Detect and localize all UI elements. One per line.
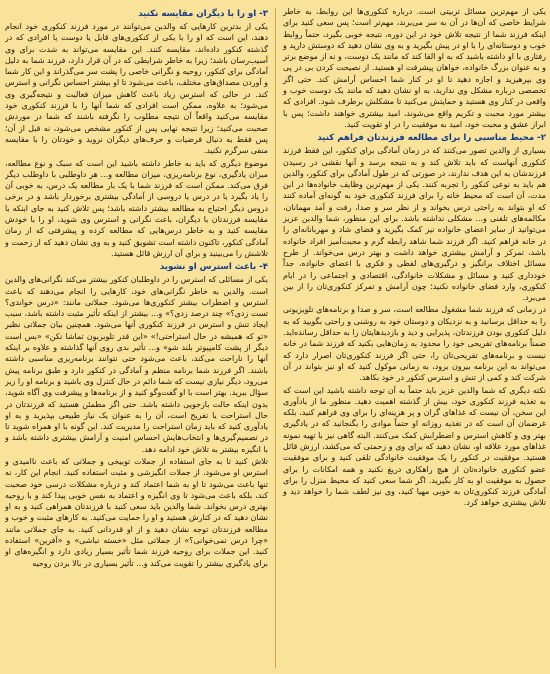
- section2-paragraph-2: در زمانی که فرزند شما مشغول مطالعه است، سر و صدا و برنامه‌های تلویزیونی را به حداقل برسانید و به نزدیکان و دوستان خود به روشنی و راحتی بگویید که به دلیل کنکوری بودن فرزندتان، پذیرایی و دید و بازدیدهایتان را به حداقل رسانده‌اید. ضمناً برنامه‌های تفریحی خود را محدود به زمان‌هایی بکنید که فرزند شما در خانه نیست و برنامه‌های تفریحی‌تان را، حتی اگر فرزند کنکوری‌تان اصرار دارد که می‌تواند به این برنامه بیرون برود، به زمانی موکول کنید که او نیز بتواند در آن شرکت کند و کمی از تنش و استرس کنکور در خود بکاهد.: [283, 305, 546, 383]
- section2-paragraph-1: بسیاری از والدین تصور می‌کنند که در زمان آمادگی برای کنکور، این فقط فرزند کنکوری آنهاست که باید تلاش کند و به نتیجه برسد و آنها نقشی در رسیدن فرزندشان به این هدف ندارند، در صورتی که در طول آمادگی برای کنکور، والدین هم باید به نوعی کنکور را تجربه کنند. یکی از مهم‌ترین وظایف خانواده‌ها در این مدت، آن است که محیط خانه را برای فرزند کنکوری خود به گونه‌ای آماده کنند که او بتواند به راحتی درس بخواند و از نظر سر و صدا، رفت و آمد مهمانان، مکالمه‌های تلفنی و... مشکلی نداشته باشد. برای این منظور، شما والدین عزیز می‌توانید از سایر اعضای خانواده نیز کمک بگیرید و فضای شاد و مهربانانه‌ای را در خانه فراهم کنید. اگر فرزند شما شاهد رابطه گرم و محبت‌آمیز افراد خانواده باشد، تمرکز و آرامش بیشتری خواهد داشت و بهتر درس می‌خواند. از طرح مسائل اختلاف برانگیز و درگیری‌های لفظی و فکری با اعضای خانواده، جداً خودداری کنید و مسائل و مشکلات خانوادگی، اقتصادی و اجتماعی را در ایام کنکوری، وارد فضای خانواده نکنید؛ چون آرامش و تمرکز کنکوری‌تان را از بین می‌برد.: [283, 146, 546, 303]
- section4-heading: ۴- باعث استرس او نشوید: [159, 262, 268, 273]
- section2-paragraph-3: نکته دیگری که شما والدین عزیز باید حتماً به آن توجه داشته باشید این است که به تغذیه فرزند کنکوری خود، بیش از گذشته اهمیت دهید. منظور ما از یادآوری این سخن، آن نیست که غذاهای گران و پر هزینه‌ای را برای وی فراهم کنید، بلکه غرضمان آن است که در تغذیه روزانه او حتماً موادی را بگنجانید که در یادگیری بهتر وی و کاهش استرس و اضطرابش کمک می‌کنند. البته گاهی نیز با تهیه نمونه غذاهای مورد علاقه او، نشان دهید که برای وی و زحمتی که می‌کشد، ارزش قائل هستید. موفقیت در کنکور را یک موفقیت خانوادگی تلقی کنید و برای موفقیت عضو کنکوری خانواده‌تان از هیچ راهکاری دریغ نکنید و همه امکانات را برای حصول به موفقیت او به کار بگیرید. اگر شما سعی کنید که محیط منزل را برای آمادگی فرزند کنکوری‌تان به خوبی مهیا کنید، وی نیز لطف شما را خواهد دید و تلاش بیشتری خواهد کرد.: [283, 385, 546, 508]
- right-column: [278, 6, 546, 674]
- section2-heading: ۲- محیط مناسبی را برای مطالعه فرزندتان فراهم کنید: [317, 133, 546, 144]
- section3-paragraph-2: موضوع دیگری که باید به خاطر داشته باشید این است که سبک و نوع مطالعه، میزان یادگیری، نوع برنامه‌ریزی، میزان مطالعه و... هر داوطلبی با داوطلب دیگر فرق می‌کند. ممکن است که فرزند شما با یک بار مطالعه یک درس، به خوبی آن را یاد بگیرد یا در درس یا دروسی از آمادگی بیشتری برخوردار باشد و در برخی دروس دیگر احتیاج به مطالعه بیشتر داشته باشد؛ پس تلاش کنید به جای اینکه با مقایسه فرزندتان با دیگران، باعث نگرانی و استرس وی شوید، او را با خودش مقایسه کنید و به خاطر درس‌هایی که مطالعه کرده و پیشرفتی که از زمان آمادگی کنکور، تاکنون داشته است تشویق کنید و به وی نشان دهید که از زحمت و تلاشش را می‌بینید و برای آن ارزش قائل هستید.: [5, 158, 268, 258]
- section4-paragraph-1: یکی از مسائلی که استرس را در داوطلبان کنکور بیشتر می‌کند نگرانی‌های والدین است. والدین به خاطر نگرانی‌های خود، کارهایی را انجام می‌دهند که باعث استرس و اضطراب بیشتر کنکوری‌ها می‌شود. جملاتی مانند: «درس خواندی؟ تست زدی؟» چند درصد زدی؟» و... بیشتر از اینکه تأثیر مثبت داشته باشد، سبب ایجاد تنش و استرس در فرزند کنکوری آنها می‌شود. همچنین بیان جملاتی نظیر «تو که همیشه در حال استراحتی!» «این قدر تلویزیون تماشا نکن» «بس است دیگر از پشت کامپیوتر بلند شو» و... تأثیر بدی روی آنها گذاشته و علاوه بر اینکه آنها را ناراحت می‌کند، باعث می‌شود حتی نتوانند برنامه‌ریزی مناسبی داشته باشند. اگر فرزند شما برنامه منظم و آمادگی در کنکور دارد و طبق برنامه پیش می‌رود، دیگر نیازی نیست که شما دائم در حال کنترل وی باشید و برنامه او را زیر سؤال ببرید. بهتر است با او گفت‌وگو کنید و از برنامه‌ها و پیشرفت وی آگاه شوید، بدون اینکه حالت بازجویی داشته باشد. حتی اگر مطمئن هستید که فرزندتان در حال استراحت یا تفریح است، آن را به عنوان یک نیاز طبیعی بپذیرید و به او یادآوری کنید که باید زمان استراحت را مدیریت کند. این گونه با او همراه شوید تا در تصمیم‌گیری‌ها و انتخاب‌هایش احساس امنیت و آرامش بیشتری داشته باشد و با انگیزه بیشتر به تلاش خود ادامه دهد.: [5, 275, 268, 454]
- section3-heading: ۳- او را با دیگران مقایسه نکنید: [138, 9, 268, 19]
- magazine-page: [4, 6, 546, 674]
- left-column: [5, 6, 273, 674]
- intro-paragraph: یکی از مهم‌ترین مسائل تربیتی است. درباره کنکوری‌ها این روابط، به خاطر شرایط خاصی که آن‌ها در آن به سر می‌برند، مهم‌تر است؛ پس سعی کنید برای اینکه فرزند شما از نتیجه تلاش خود در این دوره، نتیجه خوبی بگیرد، حتماً روابط خوب و دوستانه‌ای را با او در پیش بگیرید و به وی نشان دهید که دوستش دارید و رفتاری با او داشته باشید که به او القا کند که مانند یک دوست، و نه از موضع برتر و به عنوان بزرگ خانواده، خواهان پیشرفت او هستید. از نصیحت کردن بی در پی وی بپرهیزید و اجازه دهید تا او در کنار شما احساس آرامش کند. حتی اگر تخصصی درباره مشکل وی ندارید، به او نشان دهید که مانند یک دوست خوب و واقعی در کنار وی هستید و حمایتش می‌کنید تا مشکلش برطرف شود. افرادی که بیشتر مورد محبت و تکریم واقع می‌شوند، امید بیشتری خواهند داشت؛ پس با ابراز عشق و محبت خود، امید به موفقیت را در او تقویت کنید.: [283, 7, 546, 129]
- section3-paragraph-1: یکی از بدترین کارهایی که والدین می‌توانند در مورد فرزند کنکوری خود انجام دهند، این است که او را با یکی از کنکوری‌های قابل یا دوست یا افرادی که در گذشته کنکور داده‌اند، مقایسه کنند. این مقایسه می‌تواند به شدت برای وی آسیب‌رسان باشد؛ زیرا به خاطر شرایطی که در آن قرار دارد، فرزند شما به دلیل آمادگی برای کنکور، روحیه و نگرانی خاصی را پشت سر می‌گذراند و این کار شما و آوردن مصداق‌های مختلف، باعث می‌شود تا او بیشتر احساس نگرانی و استرس کند. در حالی که استرس زیاد باعث کاهش میزان فعالیت و نتیجه‌گیری وی می‌شود؛ به علاوه، ممکن است افرادی که شما آنها را با فرزند کنکوری خود مقایسه می‌کنید واقعاً آن نتیجه مطلوب را نگرفته باشند که شما در موردش صحبت می‌کنید؛ زیرا نتیجه نهایی پس از کنکور مشخص می‌شود، نه قبل از آن؛ پس فقط به دنبال فرضیات و حرف‌های دیگران نروید و خودتان را با مقایسه منفی سرگرم نکنید.: [5, 22, 268, 156]
- section4-paragraph-2: تلاش کنید تا به جای استفاده از جملات توبیخی و جملاتی که باعث ناامیدی و استرس او می‌شود، از جملات انگیزشی و مثبت استفاده کنید. انجام این کار، نه تنها باعث می‌شود تا او به شما اعتماد کند و درباره مشکلات درسی خود صحبت کند، بلکه باعث می‌شود تا وی انگیزه و اعتماد به نفس خوبی پیدا کند و با روحیه بهتری درس بخواند. شما والدین باید سعی کنید با فرزندتان همراهی کنید و به او نشان دهید که در کنارش هستید و او را حمایت می‌کنید. به کارهای مثبت و خوب و مطالعه فرزندتان توجه نشان دهید و از او قدردانی کنید. به جای جملاتی مانند «چرا درس نمی‌خوانی؟» از جملاتی مثل «خسته نباشی» و «آفرین» استفاده کنید. این جملات برای روحیه فرزند شما تأثیر بسیار زیادی دارد و انگیزه‌های او برای یادگیری بیشتر را تقویت می‌کند و... تأثیر بسیاری در بالا بردن روحیه: [5, 456, 268, 568]
- column-divider: [275, 8, 276, 668]
